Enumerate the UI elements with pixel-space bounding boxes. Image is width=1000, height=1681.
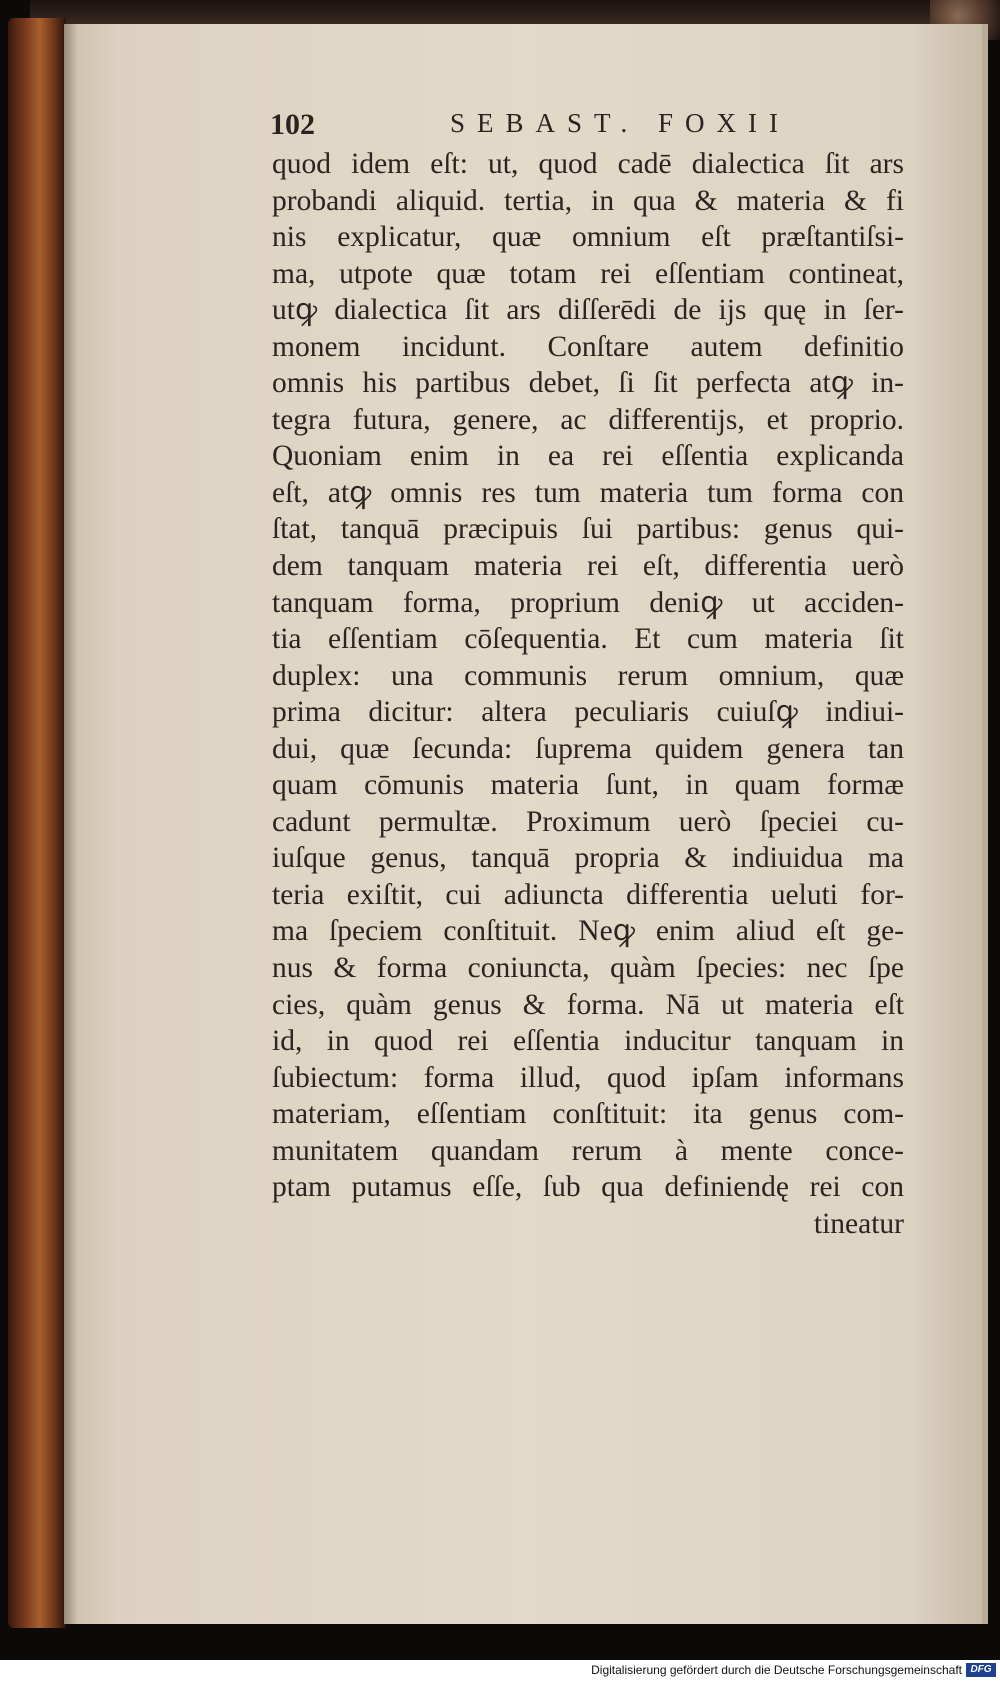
- text-line: ſtat, tanquā præcipuis ſui partibus: genus qui-: [272, 513, 904, 546]
- text-line: nus & forma coniuncta, quàm ſpecies: nec ſpe: [272, 952, 904, 985]
- page-number: 102: [270, 108, 315, 141]
- binding-top-edge: [30, 0, 1000, 26]
- text-line: probandi aliquid. tertia, in qua & materia & fi: [272, 184, 904, 217]
- text-line: iuſque genus, tanquā propria & indiuidua ma: [272, 842, 904, 875]
- text-line: omnis his partibus debet, ſi ſit perfecta atꝙ in-: [272, 367, 904, 400]
- text-line: tanquam forma, proprium deniꝙ ut acciden-: [272, 586, 904, 619]
- text-line: ſubiectum: forma illud, quod ipſam informans: [272, 1061, 904, 1094]
- text-line: dui, quæ ſecunda: ſuprema quidem genera tan: [272, 732, 904, 765]
- page-gutter-shadow: [64, 24, 78, 1624]
- text-line: prima dicitur: altera peculiaris cuiuſꝙ indiui-: [272, 696, 904, 729]
- dfg-logo: DFG: [966, 1663, 996, 1677]
- text-line: cadunt permultæ. Proximum uerò ſpeciei cu-: [272, 805, 904, 838]
- text-line: munitatem quandam rerum à mente conce-: [272, 1134, 904, 1167]
- text-line: quam cōmunis materia ſunt, in quam formæ: [272, 769, 904, 802]
- text-line: tegra futura, genere, ac differentijs, et proprio.: [272, 403, 904, 436]
- text-line: monem incidunt. Conſtare autem definitio: [272, 330, 904, 363]
- running-title: SEBAST. FOXII: [450, 108, 791, 138]
- running-head: [270, 108, 830, 144]
- text-line: ma, utpote quæ totam rei eſſentiam contineat,: [272, 257, 904, 290]
- text-line: materiam, eſſentiam conſtituit: ita genus com-: [272, 1098, 904, 1131]
- text-line: id, in quod rei eſſentia inducitur tanquam in: [272, 1025, 904, 1058]
- text-line: quod idem eſt: ut, quod cadē dialectica ſit ars: [272, 148, 904, 180]
- text-line: utꝙ dialectica ſit ars diſſerēdi de ijs quę in ſer-: [272, 294, 904, 327]
- text-line: eſt, atꝙ omnis res tum materia tum forma con: [272, 476, 904, 509]
- text-block: [272, 146, 904, 1242]
- text-line: cies, quàm genus & forma. Nā ut materia eſt: [272, 988, 904, 1021]
- binding-spine-edge: [8, 18, 66, 1628]
- catchword: tineatur: [813, 1207, 904, 1240]
- funding-credit: Digitalisierung gefördert durch die Deutsche Forschungsgemeinschaft: [591, 1663, 962, 1677]
- text-line: dem tanquam materia rei eſt, differentia uerò: [272, 550, 904, 583]
- text-line: ptam putamus eſſe, ſub qua definiendę rei con: [272, 1171, 904, 1204]
- text-line: tia eſſentiam cōſequentia. Et cum materia ſit: [272, 623, 904, 656]
- text-line: teria exiſtit, cui adiuncta differentia ueluti for-: [272, 878, 904, 911]
- text-line: duplex: una communis rerum omnium, quæ: [272, 659, 904, 692]
- text-line: ma ſpeciem conſtituit. Neꝙ enim aliud eſt ge-: [272, 915, 904, 948]
- text-line: Quoniam enim in ea rei eſſentia explicanda: [272, 440, 904, 473]
- text-line: nis explicatur, quæ omnium eſt præſtantiſsi-: [272, 221, 904, 254]
